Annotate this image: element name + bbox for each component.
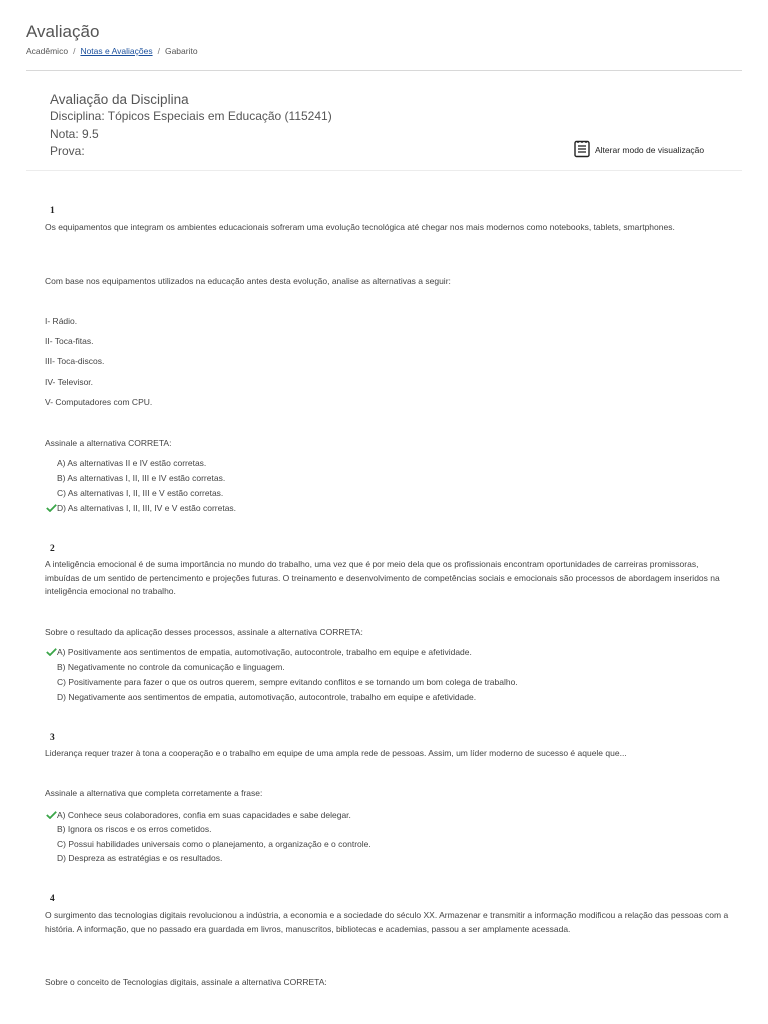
answer-option: C) Positivamente para fazer o que os outros querem, sempre evitando conflitos e se tornando um bom colega de trabalho.: [57, 677, 518, 687]
change-view-mode-button[interactable]: [574, 140, 704, 160]
evaluation-header: [50, 91, 332, 161]
question-number: 1: [50, 206, 55, 216]
answer-option: B) Negativamente no controle da comunicação e linguagem.: [57, 662, 285, 672]
breadcrumb-separator: /: [157, 46, 160, 56]
divider: [26, 70, 742, 71]
statement-item: IV- Televisor.: [45, 377, 94, 387]
breadcrumb-notas-link[interactable]: Notas e Avaliações: [80, 46, 153, 56]
statement-item: I- Rádio.: [45, 316, 78, 326]
breadcrumb: [26, 46, 198, 56]
question-instruction: Assinale a alternativa que completa corretamente a frase:: [45, 788, 263, 798]
answer-option: B) As alternativas I, II, III e IV estão corretas.: [57, 473, 226, 483]
page-title: Avaliação: [26, 22, 100, 41]
statement-item: II- Toca-fitas.: [45, 336, 94, 346]
document-list-icon: [574, 140, 590, 160]
answer-option: B) Ignora os riscos e os erros cometidos.: [57, 824, 212, 834]
breadcrumb-academico[interactable]: Acadêmico: [26, 46, 69, 56]
exam-label: Prova:: [50, 144, 85, 158]
question-instruction: Assinale a alternativa CORRETA:: [45, 438, 172, 448]
correct-check-icon: [46, 648, 57, 656]
discipline-label: Disciplina: Tópicos Especiais em Educação (115241): [50, 109, 332, 123]
answer-option-correct: A) Conhece seus colaboradores, confia em suas capacidades e sabe delegar.: [57, 810, 351, 820]
answer-option: C) Possui habilidades universais como o planejamento, a organização e o controle.: [57, 839, 371, 849]
question-text: Liderança requer trazer à tona a cooperação e o trabalho em equipe de uma ampla rede de pessoas. Assim, um líder moderno de sucesso é aquele que...: [45, 748, 627, 758]
answer-option: D) Negativamente aos sentimentos de empatia, automotivação, autocontrole, trabalho em equipe e afetividade.: [57, 692, 477, 702]
question-instruction: Sobre o resultado da aplicação desses processos, assinale a alternativa CORRETA:: [45, 627, 363, 637]
breadcrumb-gabarito: Gabarito: [164, 46, 198, 56]
correct-check-icon: [46, 504, 57, 512]
breadcrumb-separator: /: [73, 46, 76, 56]
question-text: O surgimento das tecnologias digitais revolucionou a indústria, a economia e a sociedade do século XX. Armazenar e transmitir a informação modificou a relação das pessoas com a história. A informação, que no passado era guardada em livros, manuscritos, bibliotecas e academias, passou a ser amplamente acessada.: [45, 910, 729, 934]
divider: [26, 170, 742, 171]
question-text: A inteligência emocional é de suma importância no mundo do trabalho, uma vez que é por meio dela que os profissionais encontram oportunidades de carreiras promissoras, imbuídas de um sentido de pertencimento e projeções futuras. O treinamento e desenvolvimento de competências sociais e emocionais são processos de abordagem inseridos na inteligência emocional no trabalho.: [45, 559, 720, 596]
question-text: Os equipamentos que integram os ambientes educacionais sofreram uma evolução tecnológica até chegar nos mais modernos como notebooks, tablets, smartphones.: [45, 222, 675, 232]
change-view-mode-label: Alterar modo de visualização: [595, 145, 705, 155]
answer-option: C) As alternativas I, II, III e V estão corretas.: [57, 488, 224, 498]
answer-option-correct: D) As alternativas I, II, III, IV e V estão corretas.: [57, 503, 237, 513]
answer-option: A) As alternativas II e IV estão corretas.: [57, 458, 207, 468]
question-number: 2: [50, 544, 55, 554]
question-number: 4: [50, 894, 55, 904]
question-instruction: Sobre o conceito de Tecnologias digitais, assinale a alternativa CORRETA:: [45, 977, 327, 987]
statement-item: V- Computadores com CPU.: [45, 397, 153, 407]
answer-option-correct: A) Positivamente aos sentimentos de empatia, automotivação, autocontrole, trabalho em equipe e afetividade.: [57, 647, 472, 657]
correct-check-icon: [46, 811, 57, 819]
grade-label: Nota: 9.5: [50, 126, 99, 141]
answer-option: D) Despreza as estratégias e os resultados.: [57, 853, 223, 863]
evaluation-title: Avaliação da Disciplina: [50, 92, 189, 107]
statement-item: III- Toca-discos.: [45, 356, 105, 366]
question-number: 3: [50, 733, 55, 743]
question-text: Com base nos equipamentos utilizados na educação antes desta evolução, analise as alternativas a seguir:: [45, 276, 451, 286]
